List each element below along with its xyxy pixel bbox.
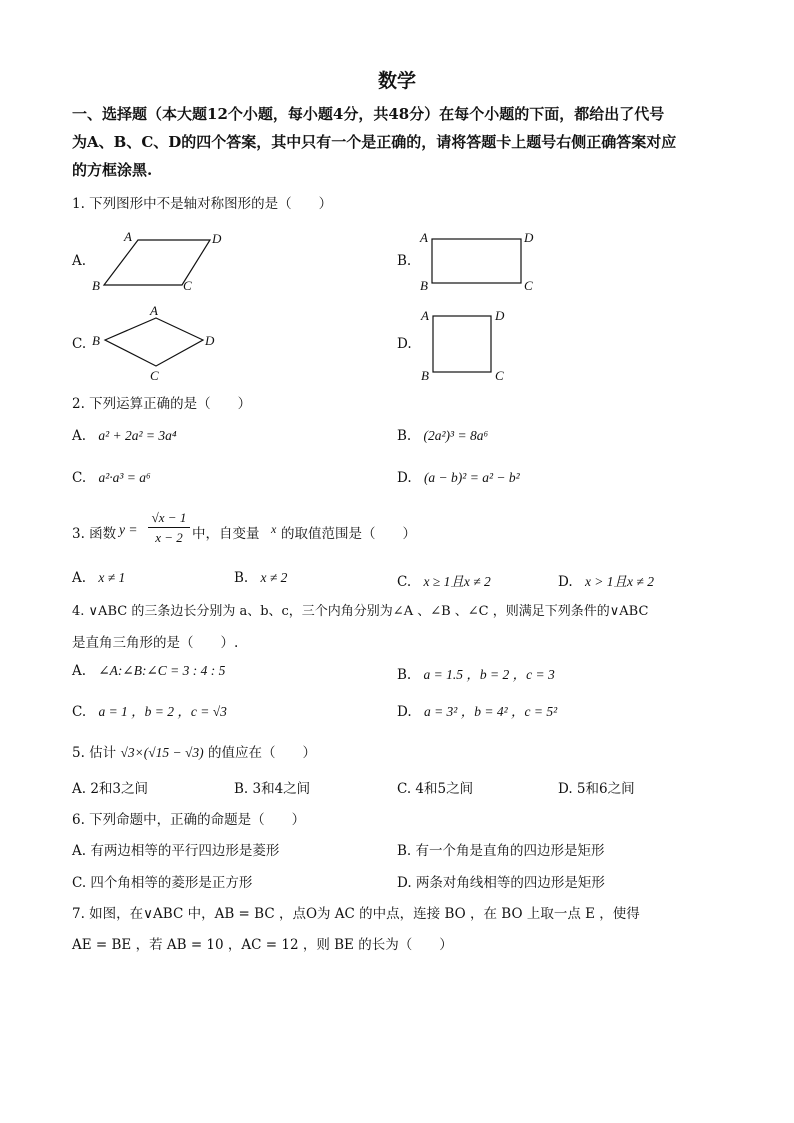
q4-option-b-expr: a = 1.5 ，b = 2 ，c = 3	[423, 667, 555, 682]
q4-option-c	[72, 700, 227, 720]
q1-figC-vertex-c: C	[150, 368, 159, 383]
question-7-stem-line-1: 7. 如图，在∨ABC 中，AB = BC ，点O为 AC 的中点，连接 BO ，在 BO 上取一点 E ，使得	[72, 906, 640, 922]
q2-option-d	[397, 470, 520, 486]
q1-figB-vertex-a: A	[420, 230, 428, 245]
q1-option-d-label: D.	[397, 336, 412, 352]
q5-option-d: D. 5和6之间	[558, 781, 635, 797]
q3-option-a	[72, 570, 125, 586]
q4-option-c-label: C.	[72, 704, 87, 720]
q1-figC-vertex-d: D	[205, 333, 215, 348]
section-heading-line-1: 一、选择题（本大题12个小题，每小题4分，共48分）在每个小题的下面，都给出了代号	[72, 105, 665, 123]
q3-stem-prefix: 3. 函数	[72, 526, 117, 542]
question-2-stem: 2. 下列运算正确的是（ ）	[72, 396, 252, 412]
q5-option-c: C. 4和5之间	[397, 781, 474, 797]
q5-stem-prefix: 5. 估计	[72, 745, 117, 761]
q1-figB-vertex-b: B	[420, 278, 428, 293]
section-heading-line-3: 的方框涂黑.	[72, 161, 153, 179]
question-4-stem-line-1: 4. ∨ABC 的三条边长分别为 a、b、c，三个内角分别为∠A 、∠B 、∠C ，则满足下列条件的∨ABC	[72, 604, 649, 619]
q2-option-b	[397, 428, 488, 444]
q5-option-b: B. 3和4之间	[234, 781, 311, 797]
question-6-stem: 6. 下列命题中，正确的命题是（ ）	[72, 812, 306, 828]
q1-figA-vertex-b: B	[92, 278, 100, 293]
q1-figD-vertex-d: D	[495, 308, 505, 323]
q4-option-b-label: B.	[397, 667, 412, 683]
question-4-stem-line-2: 是直角三角形的是（ ）.	[72, 635, 239, 651]
q3-fraction-denominator: x − 2	[155, 530, 183, 545]
q1-figC-vertex-b: B	[92, 333, 100, 348]
q1-figure-d-square	[418, 302, 518, 386]
page-title: 数学	[377, 70, 416, 92]
q3-option-b	[234, 570, 287, 586]
q1-figure-b-rectangle	[418, 228, 548, 294]
q3-fraction-numerator: √x − 1	[148, 510, 190, 528]
q3-option-d-label: D.	[558, 574, 573, 590]
q1-figure-c-rhombus	[90, 300, 230, 386]
q3-stem-post: 中，自变量	[192, 526, 260, 542]
q2-option-b-label: B.	[397, 428, 412, 444]
q1-figA-vertex-d: D	[212, 231, 222, 246]
q1-figB-vertex-d: D	[524, 230, 534, 245]
q4-option-d	[397, 700, 557, 720]
q3-option-d	[558, 570, 654, 590]
q6-option-b: B. 有一个角是直角的四边形是矩形	[397, 843, 605, 859]
q5-expression: √3×(√15 − √3)	[120, 745, 204, 760]
q1-figB-vertex-c: C	[524, 278, 533, 293]
q3-option-d-expr: x > 1且x ≠ 2	[584, 574, 654, 589]
q1-figA-vertex-a: A	[124, 229, 132, 244]
q3-variable: x	[271, 522, 277, 536]
q2-option-c-expr: a²·a³ = a⁶	[98, 470, 151, 485]
q6-option-d: D. 两条对角线相等的四边形是矩形	[397, 875, 605, 891]
q1-option-c-label: C.	[72, 336, 87, 352]
q2-option-c-label: C.	[72, 470, 87, 486]
q4-option-a	[72, 663, 225, 679]
q4-option-d-label: D.	[397, 704, 412, 720]
q4-option-a-expr: ∠A:∠B:∠C = 3 : 4 : 5	[98, 663, 226, 678]
section-heading	[72, 100, 732, 184]
question-1-stem: 1. 下列图形中不是轴对称图形的是（ ）	[72, 196, 333, 212]
q5-stem-post: 的值应在（ ）	[207, 745, 316, 761]
q3-option-a-expr: x ≠ 1	[98, 570, 126, 585]
q1-figD-vertex-c: C	[495, 368, 504, 383]
section-heading-line-2: 为A、B、C、D的四个答案，其中只有一个是正确的，请将答题卡上题号右侧正确答案对应	[72, 133, 677, 151]
q2-option-c	[72, 470, 151, 486]
q2-option-d-label: D.	[397, 470, 412, 486]
q3-option-a-label: A.	[72, 570, 87, 586]
question-5-stem	[72, 741, 316, 761]
q1-figD-vertex-a: A	[421, 308, 429, 323]
q1-figD-vertex-b: B	[421, 368, 429, 383]
q3-func-y: y =	[119, 522, 138, 537]
q3-stem-end: 的取值范围是（ ）	[281, 526, 416, 542]
q2-option-a	[72, 428, 177, 444]
q4-option-b	[397, 663, 555, 683]
question-7-stem-line-2: AE = BE ，若 AB = 10 ，AC = 12 ，则 BE 的长为（ ）	[72, 937, 453, 953]
q1-option-b-label: B.	[397, 253, 412, 269]
q2-option-d-expr: (a − b)² = a² − b²	[423, 470, 520, 485]
q3-option-c-label: C.	[397, 574, 412, 590]
q1-figA-vertex-c: C	[183, 278, 192, 293]
q1-option-a-label: A.	[72, 253, 87, 269]
q3-option-c-expr: x ≥ 1且x ≠ 2	[423, 574, 491, 589]
q4-option-d-expr: a = 3² ，b = 4² ，c = 5²	[423, 704, 558, 719]
q1-figC-vertex-a: A	[150, 303, 158, 318]
q3-option-b-expr: x ≠ 2	[260, 570, 288, 585]
q6-option-c: C. 四个角相等的菱形是正方形	[72, 875, 253, 891]
q6-option-a: A. 有两边相等的平行四边形是菱形	[72, 843, 280, 859]
q3-fraction	[148, 510, 190, 546]
q1-figure-a-parallelogram	[90, 228, 230, 294]
q2-option-b-expr: (2a²)³ = 8a⁶	[423, 428, 489, 443]
q4-option-a-label: A.	[72, 663, 87, 679]
q2-option-a-expr: a² + 2a² = 3a⁴	[98, 428, 177, 443]
q3-option-c	[397, 570, 491, 590]
q3-option-b-label: B.	[234, 570, 249, 586]
q5-option-a: A. 2和3之间	[72, 781, 149, 797]
q2-option-a-label: A.	[72, 428, 87, 444]
q4-option-c-expr: a = 1 ，b = 2 ，c = √3	[98, 704, 227, 719]
